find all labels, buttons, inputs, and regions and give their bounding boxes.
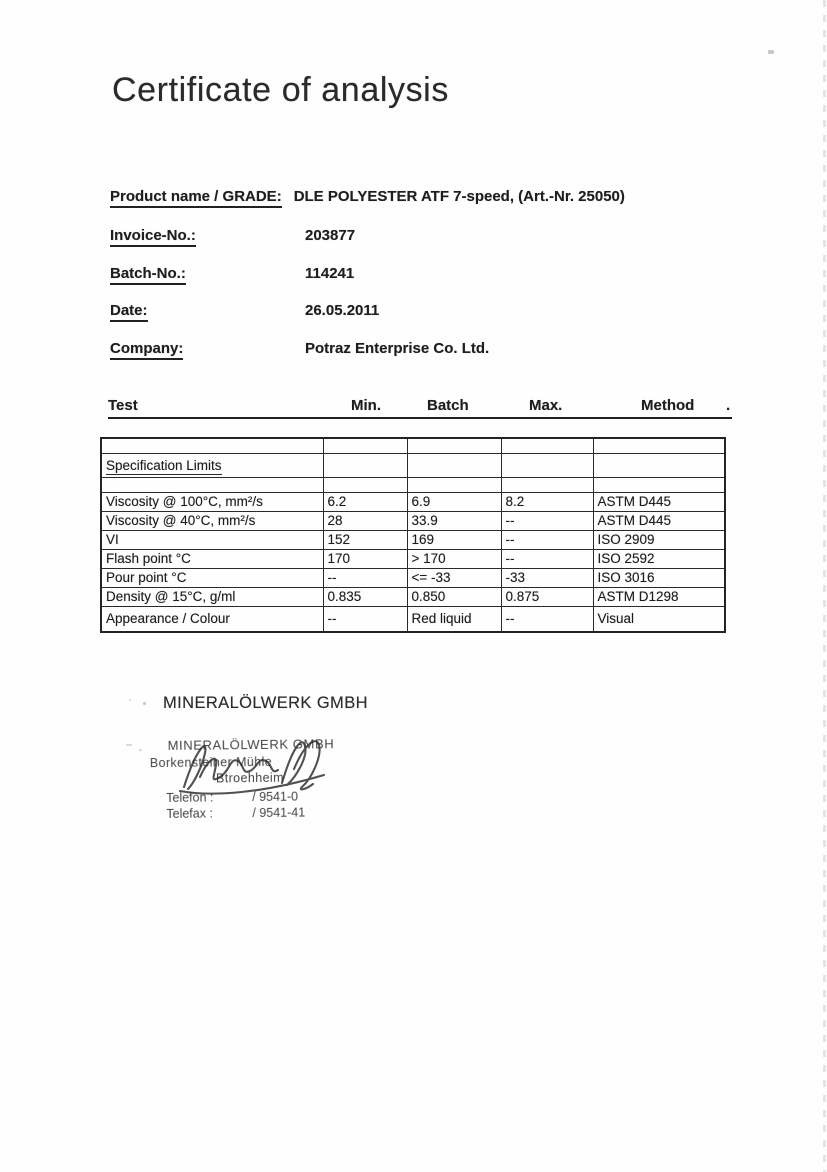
cell-max: 0.875	[501, 587, 593, 606]
field-product-name	[110, 188, 625, 210]
cell-min: 6.2	[323, 492, 407, 511]
cell-min: --	[323, 606, 407, 632]
cell-test: Flash point °C	[101, 549, 323, 568]
cell-min: --	[323, 568, 407, 587]
stamp-fax-label: Telefax :	[166, 806, 213, 821]
stamp-phone-value: / 9541-0	[252, 789, 299, 804]
table-row	[101, 530, 725, 549]
table-row	[101, 587, 725, 606]
column-header-min: Min.	[351, 397, 381, 414]
cell-method: ASTM D1298	[593, 587, 725, 606]
cell-max: -33	[501, 568, 593, 587]
cell-max: --	[501, 530, 593, 549]
results-header	[108, 397, 732, 419]
cell-max: --	[501, 606, 593, 632]
scan-speck	[139, 749, 142, 751]
cell-min: 28	[323, 511, 407, 530]
scan-speck	[126, 744, 132, 746]
cell-max: --	[501, 549, 593, 568]
cell-test: Viscosity @ 100°C, mm²/s	[101, 492, 323, 511]
stamp-company: MINERALÖLWERK GMBH	[167, 736, 335, 753]
stamp-fax-value: / 9541-41	[252, 805, 306, 820]
analysis-table	[100, 437, 726, 633]
field-label: Company:	[110, 340, 183, 360]
cell-method: ASTM D445	[593, 492, 725, 511]
section-row	[101, 453, 725, 477]
stamp-street: Borkensteiner Mühle	[149, 754, 273, 770]
scan-speck	[143, 702, 146, 705]
scan-edge-artifact	[823, 0, 826, 1172]
header-trailing-dot: .	[726, 397, 731, 414]
cell-batch: 6.9	[407, 492, 501, 511]
column-header-method: Method	[641, 397, 695, 414]
table-row	[101, 606, 725, 632]
cell-batch: 33.9	[407, 511, 501, 530]
spacer-row	[101, 438, 725, 453]
cell-method: ISO 2592	[593, 549, 725, 568]
cell-test: Density @ 15°C, g/ml	[101, 587, 323, 606]
cell-test: Pour point °C	[101, 568, 323, 587]
field-label: Invoice-No.:	[110, 227, 196, 247]
cell-batch: <= -33	[407, 568, 501, 587]
spacer-row	[101, 477, 725, 492]
table-row	[101, 549, 725, 568]
cell-max: 8.2	[501, 492, 593, 511]
page-title: Certificate of analysis	[112, 71, 449, 109]
cell-method: ISO 2909	[593, 530, 725, 549]
cell-max: --	[501, 511, 593, 530]
field-value: 26.05.2011	[305, 302, 380, 319]
section-label: Specification Limits	[106, 457, 222, 473]
field-company	[110, 340, 490, 362]
cell-test: Viscosity @ 40°C, mm²/s	[101, 511, 323, 530]
cell-batch: 169	[407, 530, 501, 549]
cell-min: 0.835	[323, 587, 407, 606]
column-header-test: Test	[108, 397, 138, 414]
cell-batch: > 170	[407, 549, 501, 568]
column-header-batch: Batch	[427, 397, 469, 414]
field-date	[110, 302, 380, 324]
cell-method: ASTM D445	[593, 511, 725, 530]
field-invoice-no	[110, 227, 356, 249]
column-header-max: Max.	[529, 397, 563, 414]
scan-speck	[129, 699, 131, 701]
cell-method: ISO 3016	[593, 568, 725, 587]
handwritten-signature	[172, 733, 332, 797]
stamp-phone-label: Telefon :	[166, 790, 214, 805]
scan-speck	[768, 50, 774, 54]
cell-min: 152	[323, 530, 407, 549]
field-label: Batch-No.:	[110, 265, 186, 285]
table-row	[101, 511, 725, 530]
cell-batch: 0.850	[407, 587, 501, 606]
table-row	[101, 492, 725, 511]
field-label: Date:	[110, 302, 148, 322]
cell-method: Visual	[593, 606, 725, 632]
field-value: 114241	[305, 265, 355, 282]
company-name: MINERALÖLWERK GMBH	[163, 694, 368, 712]
stamp-city: Btroehheim	[215, 770, 284, 786]
table-row	[101, 568, 725, 587]
field-batch-no	[110, 265, 355, 287]
field-value: DLE POLYESTER ATF 7-speed, (Art.-Nr. 25050)	[293, 188, 625, 205]
cell-min: 170	[323, 549, 407, 568]
cell-test: VI	[101, 530, 323, 549]
field-label: Product name / GRADE:	[110, 188, 282, 208]
cell-batch: Red liquid	[407, 606, 501, 632]
field-value: Potraz Enterprise Co. Ltd.	[305, 340, 490, 357]
field-value: 203877	[305, 227, 356, 244]
cell-test: Appearance / Colour	[101, 606, 323, 632]
stamp-fax	[166, 803, 372, 821]
